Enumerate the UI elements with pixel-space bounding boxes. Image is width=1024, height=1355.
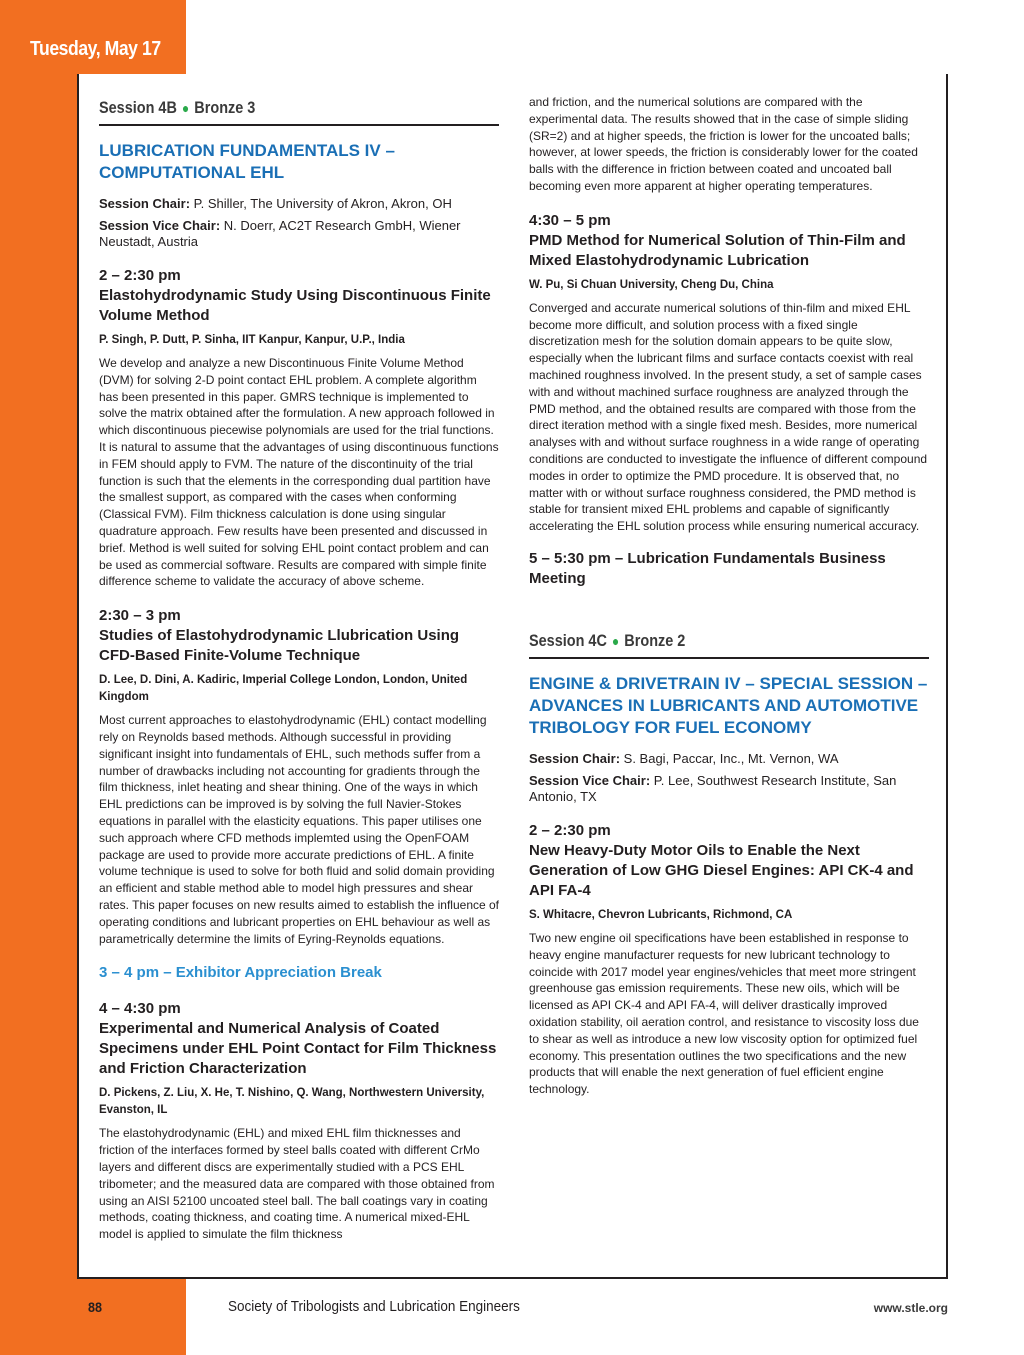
talk-time: 4:30 – 5 pm: [529, 211, 611, 229]
session-code: Session 4B: [99, 98, 177, 117]
page-date: Tuesday, May 17: [30, 38, 161, 60]
footer-organization: Society of Tribologists and Lubrication Engineers: [228, 1298, 520, 1315]
session-title-line: COMPUTATIONAL EHL: [99, 163, 285, 182]
talk-abstract: Two new engine oil specifications have been established in response to heavy engine manufacturer requests for new lubricant technology to coincide with 2017 model year engines/vehicles that meet more stringent greenhouse gas emission requirements. These new oils, which will be licensed as API CK-4 and API FA-4, will deliver drastically improved oxidation stability, oil aeration control, and resistance to viscosity loss due to shear as well as introduce a new low viscosity option for optimized fuel economy. This presentation outlines the two specifications and the new products that will enable the next generation of fuel efficient engine technology.: [529, 930, 919, 1097]
business-meeting: 5 – 5:30 pm – Lubrication Fundamentals Business Meeting: [529, 549, 886, 587]
chair-value: P. Shiller, The University of Akron, Akron, OH: [193, 196, 452, 211]
talk-item: [529, 821, 929, 1098]
session-title: ENGINE & DRIVETRAIN IV – SPECIAL SESSION – ADVANCES IN LUBRICANTS AND AUTOMOTIVE TRIBOLOGY FOR FUEL ECONOMY: [529, 673, 928, 737]
talk-title: New Heavy-Duty Motor Oils to Enable the Next Generation of Low GHG Diesel Engines: API CK-4 and API FA-4: [529, 841, 914, 899]
bullet-icon: ●: [182, 100, 190, 116]
exhibitor-break: 3 – 4 pm – Exhibitor Appreciation Break: [99, 964, 382, 982]
session-room: Bronze 3: [194, 98, 256, 117]
session-divider: [99, 124, 499, 126]
session-title: [99, 140, 499, 184]
talk-title: PMD Method for Numerical Solution of Thin-Film and Mixed Elastohydrodynamic Lubrication: [529, 231, 906, 269]
talk-time: 2 – 2:30 pm: [529, 821, 611, 839]
vice-chair-label: Session Vice Chair:: [99, 218, 221, 233]
talk-item: [99, 999, 499, 1243]
talk-authors: D. Lee, D. Dini, A. Kadiric, Imperial College London, London, United Kingdom: [99, 674, 468, 704]
chair-label: Session Chair:: [529, 750, 621, 766]
talk-abstract: We develop and analyze a new Discontinuous Finite Volume Method (DVM) for solving 2-D point contact EHL problem. A complete algorithm has been presented in this paper. GMRS technique is implemented to solve the matrix obtained after the formulation. A new approach followed in which discontinuous piecewise polynomials are used for the trial functions. It is natural to assume that the advantages of using discontinuous functions in FEM should apply to FVM. The nature of the discontinuity of the trial function is such that the elements in the corresponding dual partition have the smallest support, as compared with the cases when conforming (Classical FVM). Film thickness calculation is done using singular quadrature approach. Few results have been presented and discussed in brief. Method is well suited for solving EHL point contact problem and can be used as commercial software. Results are compared with simple finite difference scheme to validate the accuracy of above scheme.: [99, 356, 499, 589]
talk-abstract: Most current approaches to elastohydrodynamic (EHL) contact modelling rely on Reynolds based methods. Although successful in providing significant insight into fundamentals of EHL, such methods suffer from a number of drawbacks including not accounting for gradients through the film thickness, inlet heating and shear thining. One of the ways in which EHL predictions can be improved is by solving the full Navier-Stokes equations in parallel with the elasticity equations. This paper utilises one such approach where CFD methods implemted using the OpenFOAM package are used to provide more accurate predictions of EHL. A finite volume technique is used to solve for both fluid and solid domain providing an efficient and stable method able to model high pressures and shear rates. This paper focuses on new results aimed to establish the influence of operating conditions and lubricant properties on EHL behaviour as well as parametrically determine the limits of Eyring-Reynolds equations.: [99, 713, 500, 946]
bullet-icon: ●: [612, 632, 620, 649]
session-vice-chair: [529, 773, 929, 805]
vice-chair-label: Session Vice Chair:: [529, 772, 651, 788]
talk-title: Experimental and Numerical Analysis of Coated Specimens under EHL Point Contact for Film Thickness and Friction Characterization: [99, 1020, 497, 1078]
talk-abstract: The elastohydrodynamic (EHL) and mixed EHL film thicknesses and friction of the interfaces formed by steel balls coated with different CrMo layers and different discs are experimentally studied with a PCS EHL tribometer; and the measured data are compared with those obtained from using an AISI 52100 uncoated steel ball. The ball coatings vary in coating methods, coating thickness, and coating time. A numerical mixed-EHL model is applied to simulate the film thickness: [99, 1126, 495, 1242]
session-code: Session 4C: [529, 630, 607, 650]
session-4c-header: [529, 631, 869, 651]
footer-url[interactable]: www.stle.org: [873, 1301, 948, 1315]
session-chair: [99, 196, 499, 212]
vice-chair-value: P. Lee, Southwest Research Institute, San Antonio, TX: [529, 772, 897, 804]
talk-title: Studies of Elastohydrodynamic Llubrication Using CFD-Based Finite-Volume Technique: [99, 627, 460, 665]
content-panel: [77, 74, 948, 1279]
chair-value: S. Bagi, Paccar, Inc., Mt. Vernon, WA: [623, 750, 839, 766]
page-number: 88: [88, 1299, 103, 1315]
session-4b-header: [99, 98, 439, 118]
chair-label: Session Chair:: [99, 196, 191, 211]
left-column: [99, 98, 499, 1243]
talk-time: 2 – 2:30 pm: [99, 267, 181, 284]
session-vice-chair: [99, 218, 499, 250]
talk-time: 4 – 4:30 pm: [99, 1000, 181, 1018]
session-room: Bronze 2: [624, 630, 686, 650]
continued-abstract: and friction, and the numerical solutions are compared with the experimental data. The results showed that in the case of simple sliding (SR=2) and at higher speeds, the friction is lower for the uncoated balls; however, at lower speeds, the friction is considerably lower for the coated balls with the difference in friction between coated and uncoated ball becoming even more apparent at higher operating temperatures.: [529, 95, 918, 193]
vice-chair-value: N. Doerr, AC2T Research GmbH, Wiener Neustadt, Austria: [99, 218, 461, 249]
spacer: [529, 589, 929, 631]
session-divider: [529, 657, 929, 659]
talk-item: [99, 606, 499, 947]
talk-authors: W. Pu, Si Chuan University, Cheng Du, China: [529, 278, 774, 291]
session-chair: [529, 751, 929, 767]
talk-item: [529, 211, 929, 535]
talk-authors: P. Singh, P. Dutt, P. Sinha, IIT Kanpur, Kanpur, U.P., India: [99, 334, 405, 346]
session-title-line: LUBRICATION FUNDAMENTALS IV –: [99, 141, 395, 160]
talk-authors: D. Pickens, Z. Liu, X. He, T. Nishino, Q. Wang, Northwestern University, Evanston, IL: [99, 1087, 485, 1117]
talk-title: Elastohydrodynamic Study Using Discontinuous Finite Volume Method: [99, 287, 491, 324]
right-column: [529, 94, 929, 1098]
talk-time: 2:30 – 3 pm: [99, 607, 181, 625]
talk-abstract: Converged and accurate numerical solutions of thin-film and mixed EHL become more difficult, and solution process with a fixed single discretization mesh for the solution domain appears to be quite slow, especially when the lubricant films and surface contacts coexist with real machined roughness involved. In the present study, a set of sample cases with and without machined surface roughness are analyzed through the PMD method, and the obtained results are compared with those from the direct iteration method with a single fixed mesh. Besides, more numerical analyses with and without surface roughness in a wide range of operating conditions are conducted to investigate the influence of different compound modes in order to optimize the PMD procedure. It is observed that, no matter with or without surface roughness considered, the PMD method is stable for transient mixed EHL problems and capable of significantly accelerating the EHL solution process while ensuring numerical accuracy.: [529, 300, 928, 534]
talk-authors: S. Whitacre, Chevron Lubricants, Richmond, CA: [529, 908, 793, 921]
talk-item: [99, 266, 499, 590]
